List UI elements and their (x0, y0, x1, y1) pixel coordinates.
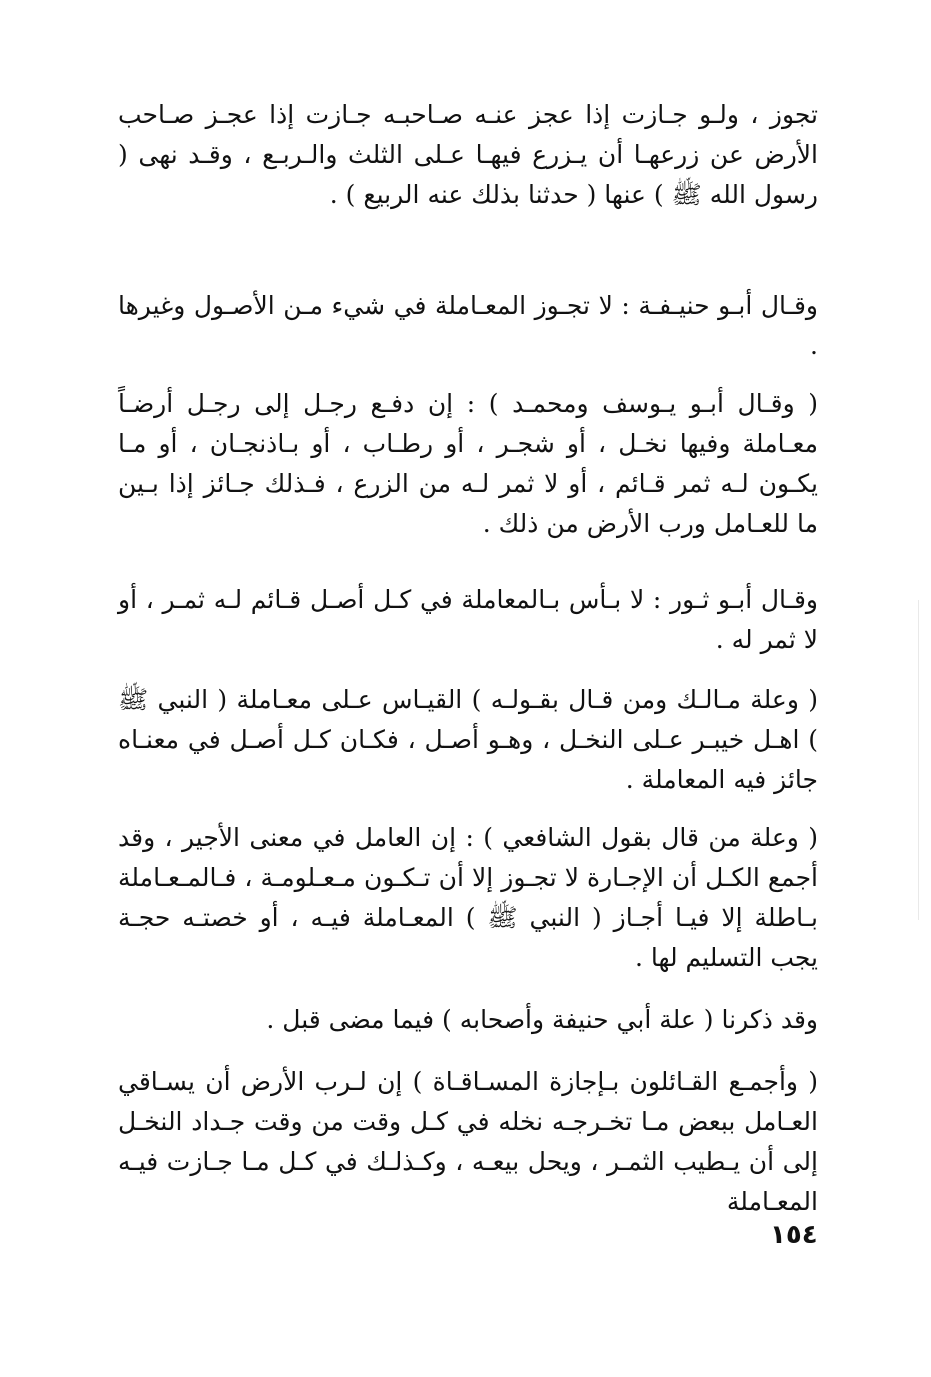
paragraph-malik-reasoning: ( وعلة مـالـك ومن قـال بقـولـه ) القيـاس عـلى معـاملة ( النبي ﷺ ) اهـل خيبـر عـلى النخـل ، وهـو أصـل ، فكـان كـل أصـل في معنـاه جائز فيه المعاملة . (118, 685, 818, 794)
paragraph-abu-hanifa-reference: وقد ذكرنا ( علة أبي حنيفة وأصحابه ) فيما مضى قبل . (266, 1005, 818, 1034)
scan-edge-line (918, 600, 919, 920)
paragraph-abu-yusuf-muhammad: ( وقـال أبـو يـوسف ومحمـد ) : إن دفـع رجـل إلى رجـل أرضـاً معـاملة وفيها نخـل ، أو شجـر ، أو رطـاب ، أو بـاذنجـان ، أو مـا يكـون لـه ثمر قـائم ، أو لا ثمر لـه من الزرع ، فـذلك جـائز إذا بـين ما للعـامل ورب الأرض من ذلك . (118, 389, 818, 538)
page-number: ١٥٤ (770, 1220, 818, 1250)
paragraph-musaqat-consensus: ( وأجمـع القـائلون بـإجازة المسـاقـاة ) إن لـرب الأرض أن يسـاقي العـامل ببعض مـا تخـرجـه نخله في كـل وقت من وقت جـداد النخـل إلى أن يـطيب الثمـر ، ويحل بيعـه ، وكـذلـك في كـل مـا جـازت فيـه المعـاملة (118, 1067, 818, 1216)
paragraph-abu-hanifa: وقـال أبـو حنيـفـة : لا تجـوز المعـاملة في شيء مـن الأصـول وغيرها . (118, 291, 818, 360)
paragraph-share-cropping-ruling: تجوز ، ولـو جـازت إذا عجز عنـه صـاحبـه جـازت إذا عجـز صـاحب الأرض عن زرعهـا أن يـزرع فيهـا عـلى الثلث والـربـع ، وقـد نهى ( رسول الله ﷺ ) عنها ( حدثنا بذلك عنه الربيع ) . (118, 100, 818, 209)
paragraph-shafii-reasoning: ( وعلة من قال بقول الشافعي ) : إن العامل في معنى الأجير ، وقد أجمع الكـل أن الإجـارة لا تجـوز إلا أن تـكـون مـعـلومـة ، فـالمـعـاملة بـاطلة إلا فيـا أجـاز ( النبي ﷺ ) المعـاملة فيـه ، أو خصتـه حجـة يجب التسليم لها . (118, 823, 818, 972)
paragraph-abu-thawr: وقـال أبـو ثـور : لا بـأس بـالمعاملة في كـل أصـل قـائم لـه ثمـر ، أو لا ثمر له . (118, 585, 818, 654)
